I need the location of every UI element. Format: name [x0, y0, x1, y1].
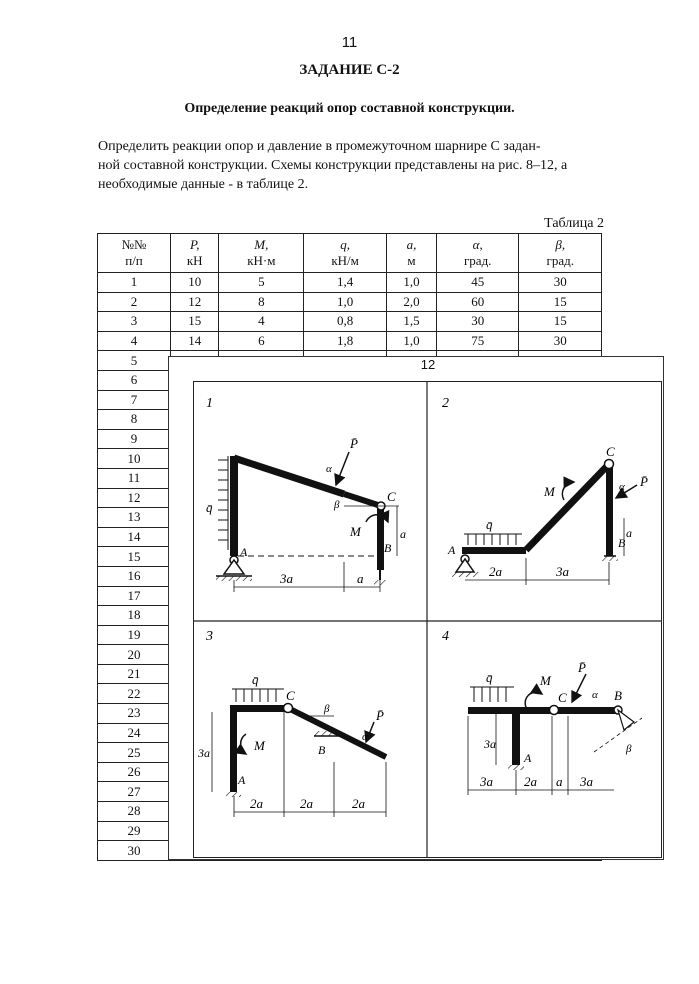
row-number-cell: 20	[98, 645, 171, 665]
scheme-2-m-label: M	[544, 484, 555, 499]
intro-line: Определить реакции опор и давление в промежуточном шарнире С задан-	[98, 139, 541, 154]
scheme-1-b-label: B	[384, 541, 392, 555]
scheme-3-beta-label: β	[324, 703, 330, 715]
row-number-cell: 19	[98, 625, 171, 645]
task-subtitle: Определение реакций опор составной конструкции.	[184, 101, 515, 116]
table-row	[98, 273, 602, 293]
scheme-4	[442, 629, 642, 795]
header-beta: β, град.	[519, 234, 602, 273]
row-number-cell: 5	[98, 351, 171, 371]
table-cell: 10	[171, 273, 219, 293]
table-cell: 3	[98, 312, 171, 332]
table-cell: 15	[171, 312, 219, 332]
table-cell: 6	[219, 331, 304, 351]
table-cell: 30	[519, 331, 602, 351]
figure-frame	[193, 381, 662, 858]
row-number-cell: 7	[98, 390, 171, 410]
scheme-1-q-label: q̄	[206, 500, 213, 515]
scheme-4-c-label: C	[558, 690, 567, 705]
scheme-3-alpha-label: α	[362, 731, 368, 743]
scheme-4-alpha-label: α	[592, 689, 598, 701]
scheme-2-alpha-label: α	[619, 481, 625, 493]
schemes-svg	[194, 382, 661, 857]
scheme-3-m-label: M	[254, 738, 265, 753]
scheme-2-q-label: q̄	[486, 517, 493, 532]
header-number: №№ п/п	[98, 234, 171, 273]
table-cell: 45	[436, 273, 519, 293]
table-cell: 15	[519, 292, 602, 312]
row-number-cell: 6	[98, 370, 171, 390]
row-number-cell: 23	[98, 704, 171, 724]
table-caption: Таблица 2	[544, 216, 604, 231]
table-cell: 2,0	[386, 292, 436, 312]
scheme-4-b-label: B	[614, 688, 622, 703]
scheme-3-p-label: P̄	[376, 708, 384, 723]
row-number-cell: 26	[98, 762, 171, 782]
scheme-2-c-label: C	[606, 444, 615, 459]
table-cell: 2	[98, 292, 171, 312]
table-cell: 5	[219, 273, 304, 293]
scheme-4-beta-label: β	[626, 743, 632, 755]
row-number-cell: 13	[98, 508, 171, 528]
header-alpha: α, град.	[436, 234, 519, 273]
scheme-1-a-side-label: a	[400, 527, 406, 541]
scheme-4-dim-2: 2a	[524, 774, 537, 789]
row-number-cell: 9	[98, 429, 171, 449]
table-cell: 4	[98, 331, 171, 351]
table-cell: 1	[98, 273, 171, 293]
scheme-3-c-label: C	[286, 688, 295, 703]
scheme-4-a-label: A	[524, 751, 532, 765]
scheme-3-q-label: q̄	[252, 672, 259, 687]
row-number-cell: 16	[98, 566, 171, 586]
header-p: P, кН	[171, 234, 219, 273]
scheme-1-dim-3a: 3a	[280, 571, 293, 586]
scheme-1-m-label: M	[350, 524, 361, 539]
row-number-cell: 25	[98, 743, 171, 763]
table-cell: 1,0	[386, 331, 436, 351]
scheme-2-a-label: A	[448, 543, 456, 557]
header-m: M, кН·м	[219, 234, 304, 273]
header-a: a, м	[386, 234, 436, 273]
scheme-1-beta-label: β	[334, 499, 340, 511]
scheme-3-a-label: A	[238, 773, 246, 787]
header-q: q, кН/м	[304, 234, 387, 273]
scheme-1-alpha-label: α	[326, 463, 332, 475]
table-header-row	[98, 234, 602, 273]
intro-paragraph	[98, 137, 638, 194]
scheme-2-number: 2	[442, 396, 449, 411]
table-cell: 8	[219, 292, 304, 312]
row-number-cell: 12	[98, 488, 171, 508]
table-cell: 60	[436, 292, 519, 312]
row-number-cell: 27	[98, 782, 171, 802]
scheme-4-a-side-label: 3a	[484, 737, 496, 751]
row-number-cell: 24	[98, 723, 171, 743]
scheme-3-dim-1: 2a	[250, 796, 263, 811]
table-row	[98, 331, 602, 351]
scheme-1-c-label: C	[387, 489, 396, 504]
scheme-2-a-side-label: a	[626, 526, 632, 540]
scheme-1-a-label: A	[240, 545, 248, 559]
scheme-3-a-side-label: 3a	[198, 746, 210, 760]
table-cell: 1,5	[386, 312, 436, 332]
figure-page-number: 12	[420, 357, 436, 372]
scheme-1	[206, 396, 406, 592]
row-number-cell: 15	[98, 547, 171, 567]
scheme-3-dim-3: 2a	[352, 796, 365, 811]
table-cell: 4	[219, 312, 304, 332]
table-cell: 1,4	[304, 273, 387, 293]
row-number-cell: 18	[98, 606, 171, 626]
scheme-3-b-label: B	[318, 743, 326, 757]
table-cell: 0,8	[304, 312, 387, 332]
scheme-2-dim-2a: 2a	[489, 564, 502, 579]
row-number-cell: 29	[98, 821, 171, 841]
scheme-4-dim-4: 3a	[580, 774, 593, 789]
row-number-cell: 14	[98, 527, 171, 547]
scheme-1-number: 1	[206, 396, 213, 411]
row-number-cell: 28	[98, 802, 171, 822]
table-cell: 75	[436, 331, 519, 351]
table-row	[98, 312, 602, 332]
scheme-1-dim-a: a	[357, 571, 364, 586]
table-cell: 15	[519, 312, 602, 332]
scheme-4-m-label: M	[540, 673, 551, 688]
intro-line: необходимые данные - в таблице 2.	[98, 177, 309, 192]
scheme-2-beta-label: β	[534, 533, 540, 545]
table-cell: 30	[436, 312, 519, 332]
row-number-cell: 10	[98, 449, 171, 469]
scheme-2-dim-3a: 3a	[556, 564, 569, 579]
scheme-4-dim-3: a	[556, 774, 563, 789]
table-cell: 12	[171, 292, 219, 312]
table-row	[98, 292, 602, 312]
table-cell: 1,0	[386, 273, 436, 293]
scheme-1-p-label: P̄	[350, 436, 358, 451]
row-number-cell: 11	[98, 468, 171, 488]
intro-line: ной составной конструкции. Схемы конструкции представлены на рис. 8–12, а	[98, 158, 568, 173]
table-cell: 14	[171, 331, 219, 351]
scheme-3-number: 3	[206, 629, 213, 644]
page-number: 11	[341, 34, 358, 51]
scheme-3	[197, 629, 386, 817]
row-number-cell: 22	[98, 684, 171, 704]
scheme-2	[442, 396, 648, 585]
row-number-cell: 8	[98, 410, 171, 430]
scheme-2-p-label: P̄	[640, 474, 648, 489]
scheme-2-b-label: B	[618, 536, 626, 550]
scheme-4-q-label: q̄	[486, 670, 493, 685]
scheme-4-dim-1: 3a	[480, 774, 493, 789]
scheme-3-dim-2: 2a	[300, 796, 313, 811]
scheme-4-number: 4	[442, 629, 449, 644]
row-number-cell: 21	[98, 664, 171, 684]
task-title: ЗАДАНИЕ С-2	[299, 62, 400, 78]
row-number-cell: 17	[98, 586, 171, 606]
table-cell: 30	[519, 273, 602, 293]
table-cell: 1,0	[304, 292, 387, 312]
row-number-cell: 30	[98, 841, 171, 861]
scheme-4-p-label: P̄	[578, 660, 586, 675]
table-cell: 1,8	[304, 331, 387, 351]
